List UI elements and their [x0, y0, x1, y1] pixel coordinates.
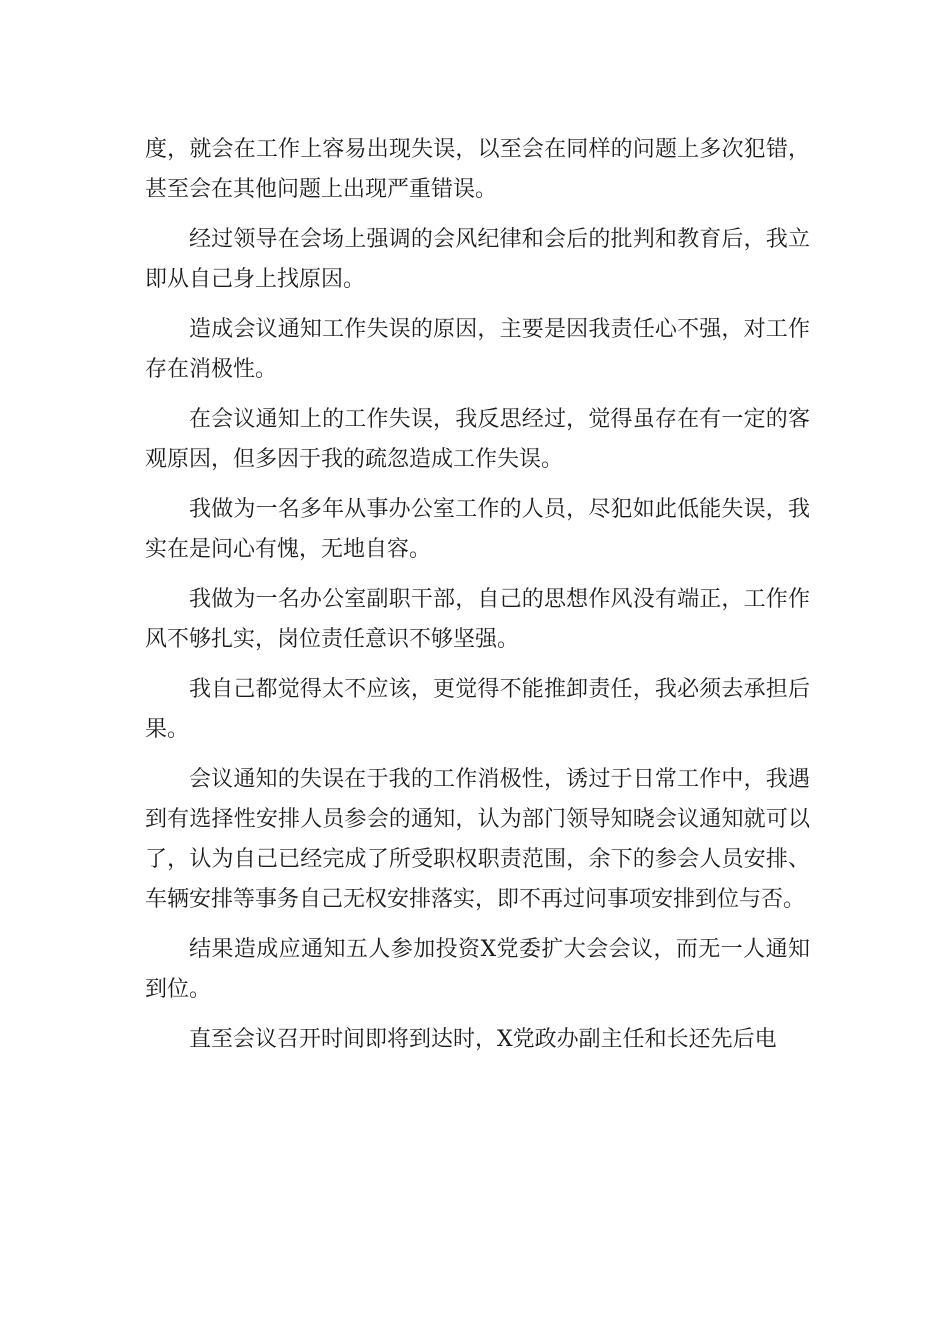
paragraph: 我自己都觉得太不应该，更觉得不能推卸责任，我必须去承担后果。 — [145, 677, 810, 742]
paragraph: 在会议通知上的工作失误，我反思经过，觉得虽存在有一定的客观原因，但多因于我的疏忽造成工作失误。 — [145, 407, 810, 472]
document-body — [145, 130, 810, 1070]
paragraph: 我做为一名多年从事办公室工作的人员，尽犯如此低能失误，我实在是问心有愧，无地自容。 — [145, 497, 810, 562]
paragraph: 直至会议召开时间即将到达时，X党政办副主任和长还先后电 — [189, 1027, 777, 1052]
paragraph: 我做为一名办公室副职干部，自己的思想作风没有端正，工作作风不够扎实，岗位责任意识不够坚强。 — [145, 587, 810, 652]
paragraph: 造成会议通知工作失误的原因，主要是因我责任心不强，对工作存在消极性。 — [145, 317, 810, 382]
paragraph: 结果造成应通知五人参加投资X党委扩大会会议，而无一人通知到位。 — [145, 937, 810, 1002]
paragraph: 度，就会在工作上容易出现失误，以至会在同样的问题上多次犯错，甚至会在其他问题上出现严重错误。 — [145, 137, 810, 202]
paragraph: 会议通知的失误在于我的工作消极性，诱过于日常工作中，我遇到有选择性安排人员参会的通知，认为部门领导知晓会议通知就可以了，认为自己已经完成了所受职权职责范围，余下的参会人员安排、车辆安排等事务自己无权安排落实，即不再过问事项安排到位与否。 — [145, 767, 810, 912]
paragraph: 经过领导在会场上强调的会风纪律和会后的批判和教育后，我立即从自己身上找原因。 — [145, 227, 810, 292]
